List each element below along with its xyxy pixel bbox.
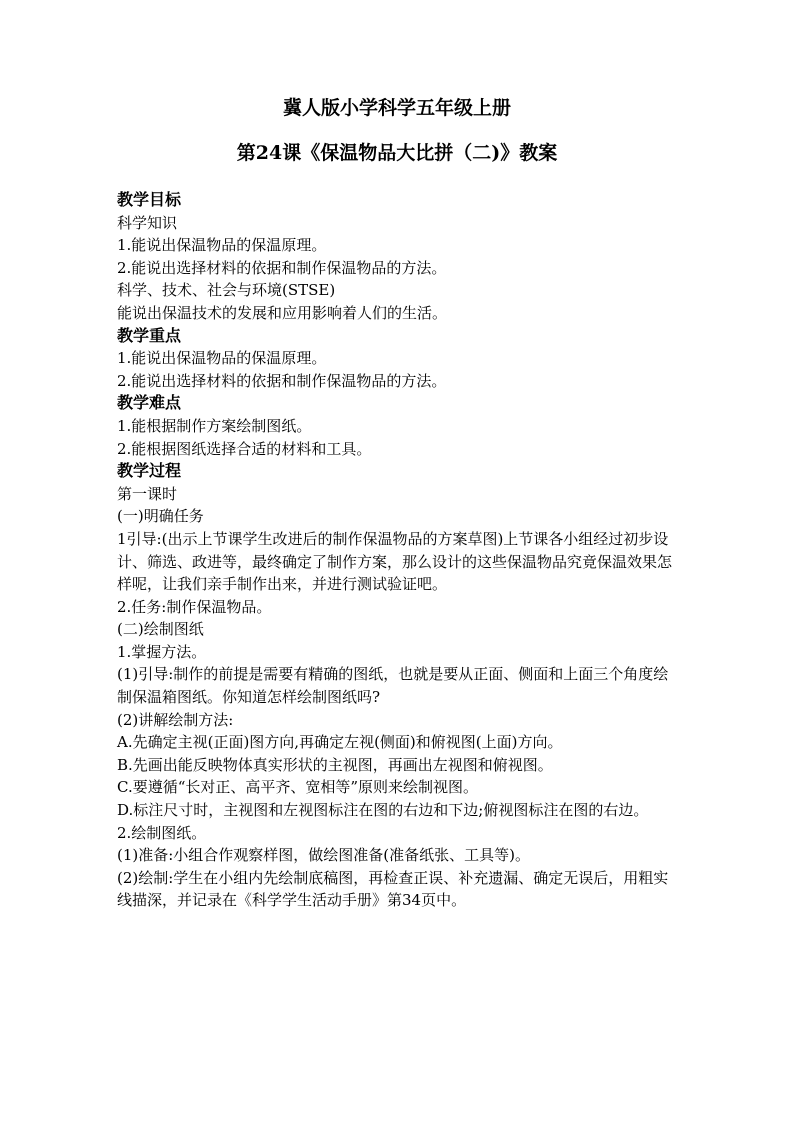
text-line: 2.任务:制作保温物品。 bbox=[117, 597, 272, 616]
section-heading: 教学目标 bbox=[117, 190, 182, 209]
text-line: 2.能根据图纸选择合适的材料和工具。 bbox=[117, 439, 372, 458]
paragraph: (2)绘制:学生在小组内先绘制底稿图，再检查正误、补充遗漏、确定无误后，用粗实线描深，并记录在《科学学生活动手册》第34页中。 bbox=[117, 868, 669, 910]
text-line: (二)绘制图纸 bbox=[117, 620, 204, 639]
text-line: 1.掌握方法。 bbox=[117, 642, 207, 661]
text-line: B.先画出能反映物体真实形状的主视图，再画出左视图和俯视图。 bbox=[117, 755, 553, 774]
text-line: 2.绘制图纸。 bbox=[117, 823, 207, 842]
document-title: 冀人版小学科学五年级上册 bbox=[282, 97, 511, 119]
text-line: 科学、技术、社会与环境(STSE) bbox=[117, 281, 336, 300]
text-line: A.先确定主视(正面)图方向,再确定左视(侧面)和俯视图(上面)方向。 bbox=[117, 733, 563, 752]
section-heading: 教学过程 bbox=[117, 461, 182, 481]
text-line: (1)准备:小组合作观察样图，做绘图准备(准备纸张、工具等)。 bbox=[117, 846, 531, 865]
document-body bbox=[117, 189, 679, 912]
text-line: 1.能根据制作方案绘制图纸。 bbox=[117, 416, 312, 435]
lesson-title: 第24课《保温物品大比拼（二)》教案 bbox=[236, 142, 558, 164]
text-line: 1.能说出保温物品的保温原理。 bbox=[117, 349, 327, 368]
text-line: C.要遵循“长对正、高平齐、宽相等”原则来绘制视图。 bbox=[117, 778, 479, 797]
text-line: 第一课时 bbox=[117, 484, 178, 503]
text-line: 能说出保温技术的发展和应用影响着人们的生活。 bbox=[117, 303, 448, 322]
text-line: 2.能说出选择材料的依据和制作保温物品的方法。 bbox=[117, 258, 447, 277]
text-line: (一)明确任务 bbox=[117, 507, 204, 526]
paragraph: D.标注尺寸时，主视图和左视图标注在图的右边和下边;俯视图标注在图的右边。 bbox=[117, 801, 649, 820]
section-heading: 教学重点 bbox=[117, 325, 182, 345]
paragraph: 1引导:(出示上节课学生改进后的制作保温物品的方案草图)上节课各小组经过初步设计、筛选、政进等，最终确定了制作方案，那么设计的这些保温物品究竟保温效果怎样呢，让我们亲手制作出来，并进行测试验证吧。 bbox=[117, 529, 673, 594]
text-line: 科学知识 bbox=[117, 213, 178, 232]
paragraph: (1)引导:制作的前提是需要有精确的图纸，也就是要从正面、侧面和上面三个角度绘制保温箱图纸。你知道怎样绘制图纸吗? bbox=[117, 665, 669, 707]
text-line: (2)讲解绘制方法: bbox=[117, 710, 234, 729]
section-heading: 教学难点 bbox=[117, 393, 182, 413]
text-line: 1.能说出保温物品的保温原理。 bbox=[117, 236, 327, 255]
text-line: 2.能说出选择材料的依据和制作保温物品的方法。 bbox=[117, 371, 447, 390]
